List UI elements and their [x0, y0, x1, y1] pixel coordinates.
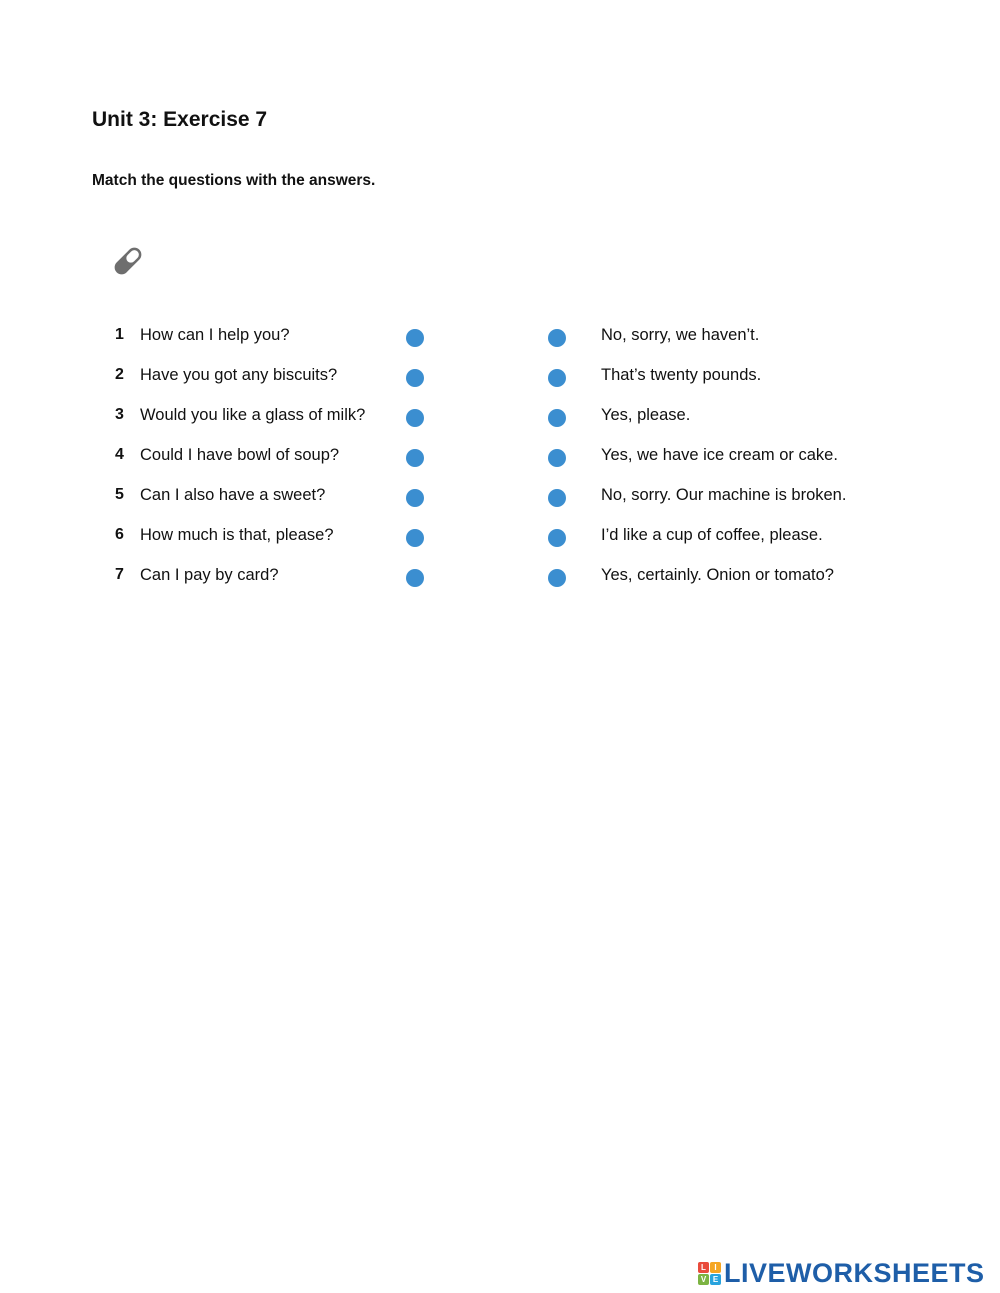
answer-text: Yes, certainly. Onion or tomato? [601, 566, 834, 584]
logo-letter: V [698, 1274, 709, 1285]
answer-connector-dot[interactable] [548, 409, 566, 427]
question-number: 2 [115, 366, 124, 383]
answer-text: No, sorry, we haven’t. [601, 326, 760, 344]
question-number: 3 [115, 406, 124, 423]
question-number: 4 [115, 446, 124, 463]
liveworksheets-logo[interactable] [698, 1258, 985, 1288]
match-row [0, 566, 1000, 596]
question-connector-dot[interactable] [406, 569, 424, 587]
question-connector-dot[interactable] [406, 529, 424, 547]
logo-letter: I [710, 1262, 721, 1273]
instruction-text: Match the questions with the answers. [92, 172, 376, 189]
answer-connector-dot[interactable] [548, 489, 566, 507]
logo-text: LIVEWORKSHEETS [724, 1257, 985, 1288]
answer-text: Yes, we have ice cream or cake. [601, 446, 838, 464]
question-text: How much is that, please? [140, 526, 334, 544]
match-row [0, 526, 1000, 556]
answer-connector-dot[interactable] [548, 569, 566, 587]
question-text: Could I have bowl of soup? [140, 446, 340, 464]
question-text: Can I pay by card? [140, 566, 279, 584]
question-text: Can I also have a sweet? [140, 486, 326, 504]
answer-text: No, sorry. Our machine is broken. [601, 486, 847, 504]
match-row [0, 446, 1000, 476]
answer-connector-dot[interactable] [548, 369, 566, 387]
logo-icon [698, 1262, 721, 1285]
question-number: 6 [115, 526, 124, 543]
question-number: 5 [115, 486, 124, 503]
match-row [0, 406, 1000, 436]
question-text: Would you like a glass of milk? [140, 406, 366, 424]
question-connector-dot[interactable] [406, 489, 424, 507]
logo-letter: E [710, 1274, 721, 1285]
answer-text: Yes, please. [601, 406, 691, 424]
question-connector-dot[interactable] [406, 329, 424, 347]
answer-connector-dot[interactable] [548, 529, 566, 547]
answer-text: I’d like a cup of coffee, please. [601, 526, 823, 544]
match-row [0, 366, 1000, 396]
question-connector-dot[interactable] [406, 449, 424, 467]
question-connector-dot[interactable] [406, 409, 424, 427]
answer-connector-dot[interactable] [548, 449, 566, 467]
question-number: 7 [115, 566, 124, 583]
question-text: How can I help you? [140, 326, 290, 344]
question-number: 1 [115, 326, 124, 343]
match-row [0, 486, 1000, 516]
question-connector-dot[interactable] [406, 369, 424, 387]
page-title: Unit 3: Exercise 7 [92, 108, 268, 131]
match-row [0, 326, 1000, 356]
pencil-icon[interactable] [108, 241, 148, 281]
answer-connector-dot[interactable] [548, 329, 566, 347]
question-text: Have you got any biscuits? [140, 366, 338, 384]
answer-text: That’s twenty pounds. [601, 366, 762, 384]
logo-letter: L [698, 1262, 709, 1273]
